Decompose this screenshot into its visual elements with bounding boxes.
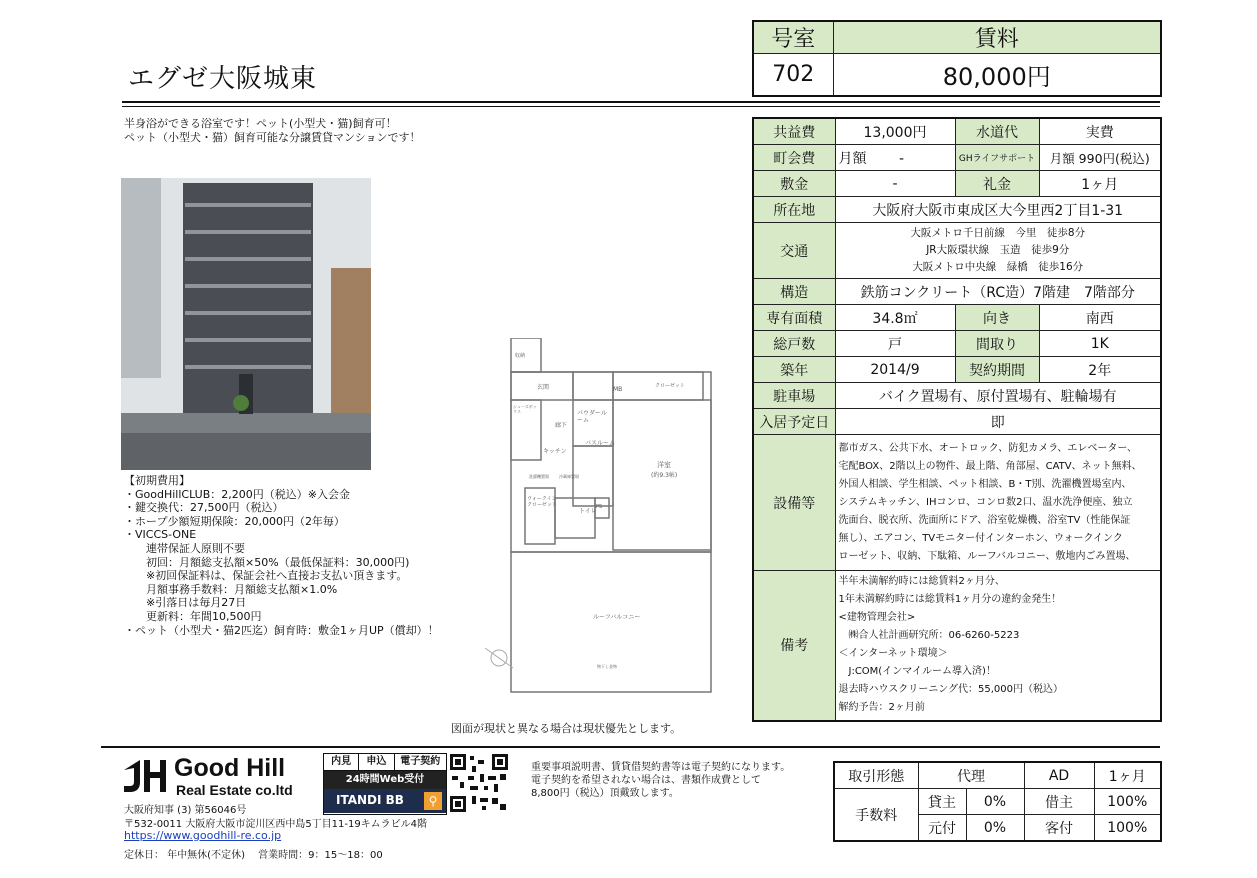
- transport-line: 大阪メトロ中央線 緑橋 徒歩16分: [912, 261, 1084, 273]
- deposit-value: -: [835, 171, 955, 197]
- plan-label-room-size: (約9.3帖): [651, 472, 678, 479]
- cost-line: 初回：月額総支払額×50%（最低保証料：30,000円): [124, 555, 410, 569]
- company-logo-text: Good Hill: [174, 754, 286, 782]
- building-photo: [121, 178, 371, 470]
- plan-label-drying: 物干し金物: [597, 664, 617, 669]
- notes-line: <建物管理会社>: [838, 612, 916, 624]
- itandi-tag: 内見: [324, 754, 359, 770]
- intro-text: [124, 117, 421, 145]
- origin-label: 元付: [918, 815, 966, 842]
- lender-label: 貸主: [918, 789, 966, 815]
- company-url-link[interactable]: https://www.goodhill-re.co.jp: [124, 829, 282, 842]
- equipment-line: 洗面台、脱衣所、洗面所にドア、浴室乾燥機、浴室TV（性能保証: [838, 514, 1131, 526]
- built-value: 2014/9: [835, 357, 955, 383]
- notes-line: 半年未満解約時には総賃料2ヶ月分、: [838, 576, 1005, 588]
- plan-label-mb: MB: [613, 386, 623, 393]
- cost-line: ・GoodHillCLUB：2,200円（税込）※入会金: [124, 487, 350, 501]
- structure-value: 鉄筋コンクリート（RC造）7階建 7階部分: [835, 279, 1161, 305]
- notes-line: J:COM(インマイルーム導入済)！: [838, 666, 996, 678]
- floorplan-note: 図面が現状と異なる場合は現状優先とします。: [451, 722, 682, 735]
- itandi-web: 24時間Web受付: [324, 771, 446, 789]
- room-label: 号室: [753, 21, 833, 54]
- search-icon: ⚲: [424, 792, 442, 810]
- equipment-value: [835, 435, 1161, 571]
- fee-table: [833, 761, 1162, 842]
- address-value: 大阪府大阪市東成区大今里西2丁目1-31: [835, 197, 1161, 223]
- agent-value: 100%: [1094, 815, 1161, 842]
- company-license: 大阪府知事 (3) 第56046号: [124, 805, 247, 816]
- water-value: 実費: [1039, 118, 1161, 145]
- deposit-label: 敷金: [753, 171, 835, 197]
- ad-value: 1ヶ月: [1094, 762, 1161, 789]
- itandi-tag: 申込: [359, 754, 394, 770]
- cost-line: 月額事務手数料：月額総支払額×1.0%: [124, 582, 338, 596]
- plan-label-kitchen: キッチン: [543, 448, 567, 455]
- plan-label-ps: PS: [596, 504, 603, 510]
- agent-label: 客付: [1024, 815, 1094, 842]
- transport-label: 交通: [753, 223, 835, 279]
- transport-line: 大阪メトロ千日前線 今里 徒歩8分: [910, 227, 1086, 239]
- equipment-line: 都市ガス、公共下水、オートロック、防犯カメラ、エレベーター、: [838, 442, 1137, 454]
- title-rule: [122, 101, 1160, 103]
- room-number: 702: [753, 54, 833, 96]
- transaction-type-label: 取引形態: [834, 762, 918, 789]
- cost-line: ※引落日は毎月27日: [124, 596, 247, 610]
- gh-support-label: GHライフサポート: [955, 145, 1039, 171]
- equipment-label: 設備等: [753, 435, 835, 571]
- intro-line: ペット（小型犬・猫）飼育可能な分譲賃貸マンションです！: [124, 131, 421, 144]
- origin-value: 0%: [966, 815, 1024, 842]
- plan-label-entrance: 玄関: [537, 384, 550, 391]
- area-value: 34.8㎡: [835, 305, 955, 331]
- plan-label-bath: バスルーム: [585, 440, 616, 447]
- parking-value: バイク置場有、原付置場有、駐輪場有: [835, 383, 1161, 409]
- town-fee-value: 月額 -: [835, 145, 955, 171]
- ad-label: AD: [1024, 762, 1094, 789]
- direction-label: 向き: [955, 305, 1039, 331]
- units-value: 戸: [835, 331, 955, 357]
- plan-label-storage: 収納: [515, 353, 526, 359]
- equipment-line: 無し）、エアコン、TVモニター付インターホン、ウォークインク: [838, 532, 1123, 544]
- cost-line: ・VICCS-ONE: [124, 528, 197, 542]
- area-label: 専有面積: [753, 305, 835, 331]
- cost-line: ・鍵交換代：27,500円（税込）: [124, 501, 284, 515]
- contract-label: 契約期間: [955, 357, 1039, 383]
- movein-value: 即: [835, 409, 1161, 435]
- layout-value: 1K: [1039, 331, 1161, 357]
- transport-line: JR大阪環状線 玉造 徒歩9分: [926, 244, 1070, 256]
- notes-line: ＜インターネット環境＞: [838, 648, 948, 660]
- structure-label: 構造: [753, 279, 835, 305]
- direction-value: 南西: [1039, 305, 1161, 331]
- cost-line: ・ホープ少額短期保険：20,000円（2年毎）: [124, 514, 345, 528]
- key-money-value: 1ヶ月: [1039, 171, 1161, 197]
- notes-line: 退去時ハウスクリーニング代：55,000円（税込）: [838, 684, 1063, 696]
- contract-value: 2年: [1039, 357, 1161, 383]
- borrower-label: 借主: [1024, 789, 1094, 815]
- units-label: 総戸数: [753, 331, 835, 357]
- floor-plan-drawing: [485, 338, 717, 696]
- qr-code-icon: [450, 754, 508, 812]
- notes-line: 1年未満解約時には総賃料1ヶ月分の違約金発生！: [838, 594, 1062, 606]
- plan-label-powder: パウダールーム: [577, 410, 607, 424]
- company-hours: 定休日： 年中無休(不定休) 営業時間：9：15〜18：00: [124, 850, 383, 861]
- key-money-label: 礼金: [955, 171, 1039, 197]
- company-address: 〒532-0011 大阪府大阪市淀川区西中島5丁目11-19キムラビル4階: [124, 819, 428, 830]
- plan-label-room: 洋室: [657, 461, 671, 469]
- notice-line: 電子契約を希望されない場合は、書類作成費として: [531, 775, 761, 786]
- room-rent-header: [752, 20, 1162, 97]
- title-rule-2: [122, 106, 1160, 107]
- plan-label-shoebox: シューズボックス: [513, 404, 537, 414]
- itandi-brand: ITANDI BB: [336, 793, 404, 807]
- itandi-tag: 電子契約: [400, 756, 441, 767]
- notes-line: 解約予告：2ヶ月前: [838, 702, 925, 714]
- common-fee-value: 13,000円: [835, 118, 955, 145]
- building-illustration: [121, 178, 371, 470]
- common-fee-label: 共益費: [753, 118, 835, 145]
- cost-line: 【初期費用】: [124, 474, 190, 487]
- cost-line: 更新料：年間10,500円: [124, 609, 262, 623]
- notes-line: ㈱合人社計画研究所：06-6260-5223: [838, 630, 1020, 642]
- transport-value: [835, 223, 1161, 279]
- notes-value: [835, 571, 1161, 721]
- company-logo-sub: Real Estate co.ltd: [176, 782, 293, 798]
- movein-label: 入居予定日: [753, 409, 835, 435]
- cost-line: 連帯保証人原則不要: [124, 541, 245, 555]
- equipment-line: 外国人相談、学生相談、ペット相談、B・T別、洗濯機置場室内、: [838, 478, 1132, 490]
- property-title: エグゼ大阪城東: [128, 64, 318, 94]
- equipment-line: システムキッチン、IHコンロ、コンロ数2口、温水洗浄便座、独立: [838, 496, 1133, 508]
- notice-line: 8,800円（税込）頂戴致します。: [531, 788, 679, 799]
- cost-line: ※初回保証料は、保証会社へ直接お支払い頂きます。: [124, 569, 408, 583]
- equipment-line: 宅配BOX、2階以上の物件、最上階、角部屋、CATV、ネット無料、: [838, 460, 1142, 472]
- parking-label: 駐車場: [753, 383, 835, 409]
- plan-label-walkin: ウォークイン クローゼット: [527, 496, 557, 508]
- water-label: 水道代: [955, 118, 1039, 145]
- plan-label-toilet: トイレ: [579, 508, 597, 515]
- plan-label-fridge: 冷蔵庫置場: [559, 474, 579, 479]
- lender-value: 0%: [966, 789, 1024, 815]
- e-contract-notice: [531, 761, 790, 800]
- notes-label: 備考: [753, 571, 835, 721]
- goodhill-logo-icon: [120, 756, 170, 796]
- town-fee-label: 町会費: [753, 145, 835, 171]
- intro-line: 半身浴ができる浴室です！ペット(小型犬・猫)飼育可！: [124, 117, 397, 130]
- plan-label-hall: 廊下: [555, 422, 568, 429]
- plan-label-balcony: ルーフバルコニー: [593, 614, 641, 621]
- plan-label-laundry: 洗濯機置場: [529, 474, 549, 479]
- layout-label: 間取り: [955, 331, 1039, 357]
- qr-code[interactable]: [450, 754, 508, 812]
- borrower-value: 100%: [1094, 789, 1161, 815]
- rent-label: 賃料: [833, 21, 1161, 54]
- transaction-type-value: 代理: [918, 762, 1024, 789]
- rent-value: 80,000円: [833, 54, 1161, 96]
- address-label: 所在地: [753, 197, 835, 223]
- plan-label-closet: クローゼット: [655, 383, 685, 389]
- footer-rule: [101, 746, 1160, 748]
- company-logo: [120, 754, 310, 798]
- equipment-line: ローゼット、収納、下駄箱、ルーフバルコニー、敷地内ごみ置場、: [838, 550, 1136, 562]
- cost-line: ・ペット（小型犬・猫2匹迄）飼育時：敷金1ヶ月UP（償却）！: [124, 623, 439, 637]
- spec-table: [752, 117, 1162, 722]
- gh-support-value: 月額 990円(税込): [1039, 145, 1161, 171]
- built-label: 築年: [753, 357, 835, 383]
- notice-line: 重要事項説明書、賃貸借契約書等は電子契約になります。: [531, 762, 791, 773]
- itandi-badge: [323, 753, 447, 815]
- floor-plan: [485, 338, 717, 696]
- commission-label: 手数料: [834, 789, 918, 842]
- initial-costs: [124, 474, 439, 637]
